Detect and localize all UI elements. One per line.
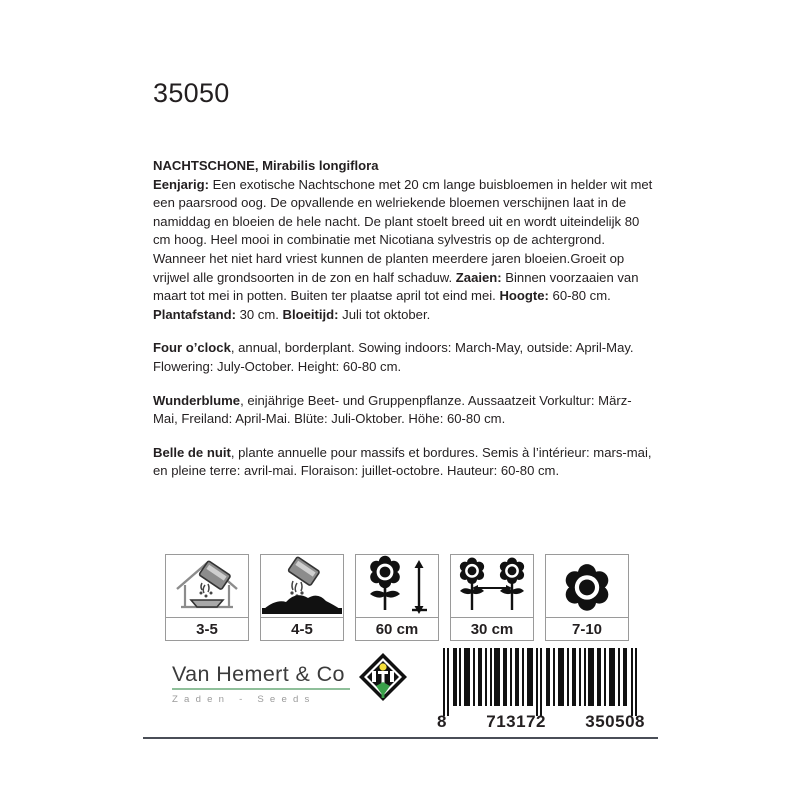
dutch-body-4: 30 cm. — [235, 306, 283, 322]
spacer-dutch-english — [153, 324, 653, 339]
pictogram-row — [165, 554, 629, 641]
pictogram-sow-outdoors — [260, 554, 344, 641]
description-column — [153, 157, 653, 481]
pictogram-plant-spacing — [450, 554, 534, 641]
brand-block — [172, 662, 362, 705]
spacer-german-french — [153, 429, 653, 444]
plant-spacing-icon — [450, 554, 534, 618]
spacer-english-german — [153, 377, 653, 392]
pictogram-caption: 30 cm — [450, 618, 534, 641]
description-english — [153, 339, 653, 376]
dutch-lead-plantafstand: Plantafstand: — [153, 306, 236, 322]
dutch-body-5: Juli tot oktober. — [338, 306, 431, 322]
pictogram-flowering-period — [545, 554, 629, 641]
brand-tagline: Zaden - Seeds — [172, 694, 316, 705]
french-body: , plante annuelle pour massifs et bordures. Semis à l’intérieur: mars-mai, en pleine terre: avril-mai. Floraison: juillet-octobre. Hauteur: 60-80 cm. — [153, 444, 652, 479]
sow-outdoors-icon — [260, 554, 344, 618]
ean13-barcode — [437, 648, 645, 721]
dutch-lead-hoogte: Hoogte: — [499, 288, 549, 304]
brand-name: Van Hemert & Co — [172, 662, 345, 686]
description-french — [153, 444, 653, 481]
pictogram-caption: 60 cm — [355, 618, 439, 641]
dutch-body-1: Een exotische Nachtschone met 20 cm lange buisbloemen in helder wit met een paarsrood oog. De opvallende en welriekende bloemen verschijnen laat in de namiddag en bloeien de hele nacht. De plant stoelt breed uit en wordt uiteindelijk 80 cm hoog. Heel mooi in combinatie met Nicotiana sylvestris op de achtergrond. Wanneer het niet hard vriest kunnen de planten meerdere jaren bloeien.Groeit op vrijwel alle grondsoorten in de zon en half schaduw. — [153, 176, 653, 285]
dutch-lead-zaaien: Zaaien: — [455, 269, 502, 285]
flowering-period-icon — [545, 554, 629, 618]
plant-height-icon — [355, 554, 439, 618]
german-body: , einjährige Beet- und Gruppenpflanze. Aussaatzeit Vorkultur: März-Mai, Freiland: April-Mai. Blüte: Juli-Oktober. Höhe: 60-80 cm. — [153, 392, 632, 427]
dutch-lead-bloeitijd: Bloeitijd: — [282, 306, 339, 322]
barcode-digits-right: 350508 — [585, 712, 645, 731]
pictogram-caption: 4-5 — [260, 618, 344, 641]
french-lead: Belle de nuit — [153, 444, 231, 460]
article-number: 35050 — [153, 78, 230, 108]
german-lead: Wunderblume — [153, 392, 241, 408]
barcode-digits — [437, 712, 645, 732]
english-lead: Four o’clock — [153, 340, 231, 356]
pictogram-plant-height — [355, 554, 439, 641]
english-body: , annual, borderplant. Sowing indoors: March-May, outside: April-May. Flowering: July-October. Height: 60-80 cm. — [153, 340, 634, 374]
pictogram-caption: 7-10 — [545, 618, 629, 641]
dutch-lead-eenjarig: Eenjarig: — [153, 176, 210, 192]
description-dutch — [153, 176, 653, 325]
sow-indoors-icon — [165, 554, 249, 618]
pictogram-sow-indoors — [165, 554, 249, 641]
description-german — [153, 392, 653, 429]
bottom-divider — [143, 737, 658, 739]
barcode-digits-left: 713172 — [486, 712, 546, 731]
dutch-body-2: Binnen voorzaaien van maart tot mei in potten. Buiten ter plaatse april tot eind mei. — [153, 269, 639, 304]
van-hemert-diamond-logo — [358, 652, 408, 707]
brand-underline — [172, 688, 350, 690]
dutch-body-3: 60-80 cm. — [548, 288, 611, 304]
product-title: NACHTSCHONE, Mirabilis longiflora — [153, 158, 379, 173]
pictogram-caption: 3-5 — [165, 618, 249, 641]
barcode-digit-first: 8 — [437, 712, 447, 731]
